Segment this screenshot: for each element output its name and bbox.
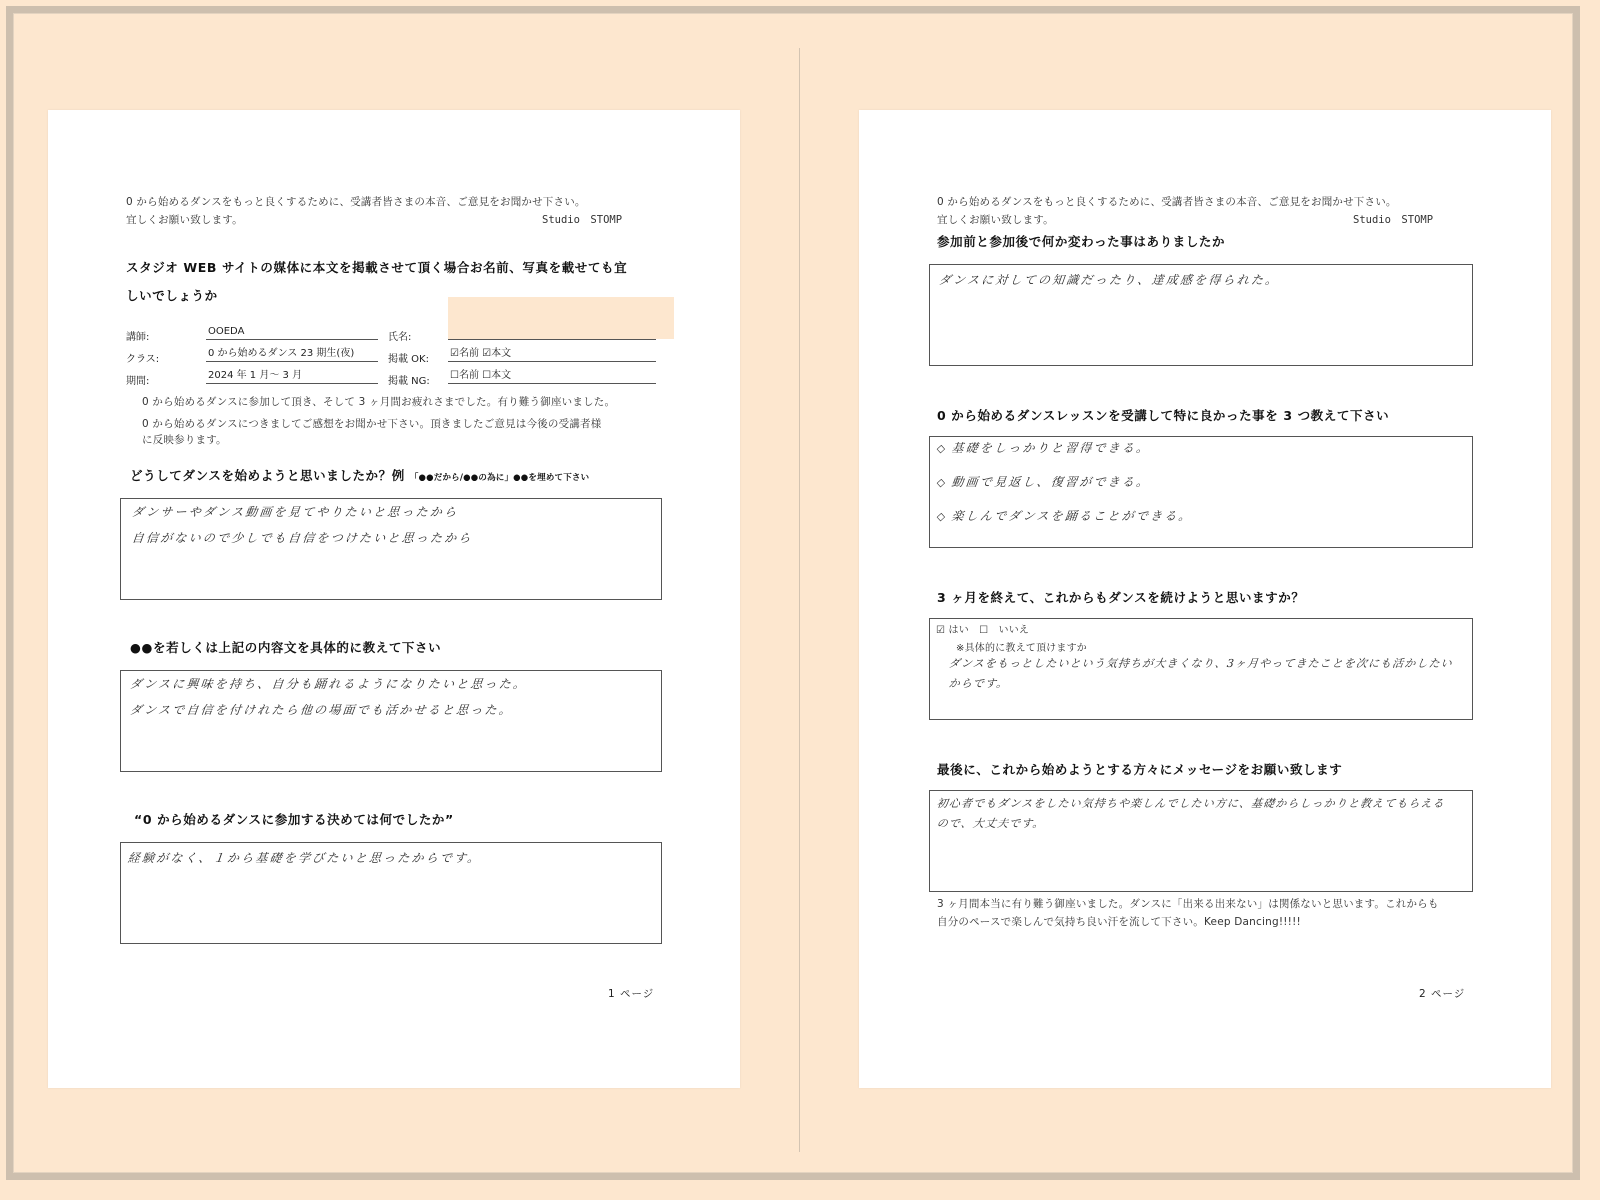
q2-answer-line-2: ダンスで自信を付けれたら他の場面でも活かせると思った。 — [129, 703, 514, 717]
q1-hint: 「●●だから/●●の為に」●●を埋めて下さい — [409, 473, 590, 483]
q1-answer-box — [120, 498, 662, 600]
q1-answer-line-1: ダンサーやダンス動画を見てやりたいと思ったから — [131, 505, 460, 519]
survey-page-1 — [48, 110, 740, 1088]
period-label: 期間: — [126, 376, 150, 387]
page-number-1: 1 ページ — [608, 988, 655, 1000]
period-value: 2024 年 1 月～ 3 月 — [206, 370, 378, 384]
q5-title: 0 から始めるダンスレッスンを受講して特に良かった事を 3 つ教えて下さい — [937, 408, 1390, 423]
q5-item-2-text: 動画で見返し、復習ができる。 — [950, 475, 1152, 489]
ng-value: ☐名前 ☐本文 — [448, 370, 656, 384]
diamond-bullet-icon: ◇ — [936, 442, 949, 455]
q5-item-1 — [936, 439, 1151, 456]
studio-name: Studio STOMP — [542, 214, 623, 226]
class-value: 0 から始めるダンス 23 期生(夜) — [206, 348, 378, 362]
q3-answer-box — [120, 842, 662, 944]
studio-name-p2: Studio STOMP — [1353, 214, 1434, 226]
q6-options: ☑ はい ☐ いいえ — [936, 625, 1030, 636]
intro-line-2: 宜しくお願い致します。 — [126, 214, 243, 226]
q5-item-1-text: 基礎をしっかりと習得できる。 — [950, 441, 1152, 455]
name-label: 氏名: — [388, 332, 412, 343]
intro-line-2-p2: 宜しくお願い致します。 — [937, 214, 1054, 226]
q7-answer-line-2: ので、大丈夫です。 — [936, 817, 1046, 830]
q2-answer-box — [120, 670, 662, 772]
q5-item-3-text: 楽しんでダンスを踊ることができる。 — [950, 509, 1194, 523]
thanks-line-1: 0 から始めるダンスに参加して頂き、そして 3 ヶ月間お疲れさまでした。有り難う御座いました。 — [142, 396, 616, 408]
q5-item-3 — [936, 507, 1194, 524]
intro-line-1-p2: 0 から始めるダンスをもっと良くするために、受講者皆さまの本音、ご意見をお聞かせ下さい。 — [937, 196, 1397, 208]
q3-title: “0 から始めるダンスに参加する決めては何でしたか” — [134, 812, 454, 827]
instructor-value: OOEDA — [206, 326, 378, 340]
redacted-name — [448, 297, 674, 339]
q7-answer-box — [929, 790, 1473, 892]
q6-answer-box — [929, 618, 1473, 720]
instructor-label: 講師: — [126, 332, 150, 343]
q5-item-2 — [936, 473, 1151, 490]
closing-line-1: 3 ヶ月間本当に有り難う御座いました。ダンスに「出来る出来ない」は関係ないと思います。これからも — [937, 898, 1439, 910]
page-number-2: 2 ページ — [1419, 988, 1466, 1000]
consent-question-line-1: スタジオ WEB サイトの媒体に本文を掲載させて頂く場合お名前、写真を載せても宜 — [126, 260, 628, 275]
q1-title — [130, 466, 589, 484]
q6-note: ※具体的に教えて頂けますか — [956, 643, 1087, 654]
q2-answer-line-1: ダンスに興味を持ち、自分も踊れるようになりたいと思った。 — [129, 677, 528, 691]
q7-title: 最後に、これから始めようとする方々にメッセージをお願い致します — [937, 762, 1343, 777]
q5-answer-box — [929, 436, 1473, 548]
q4-answer-box — [929, 264, 1473, 366]
intro-line-1: 0 から始めるダンスをもっと良くするために、受講者皆さまの本音、ご意見をお聞かせ下さい。 — [126, 196, 586, 208]
diamond-bullet-icon: ◇ — [936, 476, 949, 489]
q3-answer-line-1: 経験がなく、１から基礎を学びたいと思ったからです。 — [127, 851, 483, 865]
closing-line-2: 自分のペースで楽しんで気持ち良い汗を流して下さい。Keep Dancing!!!!! — [937, 916, 1301, 928]
q6-title: 3 ヶ月を終えて、これからもダンスを続けようと思いますか？ — [937, 590, 1305, 605]
q1-answer-line-2: 自信がないので少しでも自信をつけたいと思ったから — [131, 531, 474, 545]
class-label: クラス: — [126, 354, 160, 365]
ng-label: 掲載 NG: — [388, 376, 430, 387]
q6-answer-line-2: からです。 — [948, 677, 1009, 690]
consent-question-line-2: しいでしょうか — [126, 288, 218, 303]
q4-title: 参加前と参加後で何か変わった事はありましたか — [937, 234, 1226, 249]
q4-answer-line-1: ダンスに対しての知識だったり、達成感を得られた。 — [938, 273, 1281, 287]
thanks-line-2: 0 から始めるダンスにつきましてご感想をお聞かせ下さい。頂きましたご意見は今後の受講者様 — [142, 418, 602, 430]
q1-title-text: どうしてダンスを始めようと思いましたか？例 — [130, 468, 405, 483]
ok-label: 掲載 OK: — [388, 354, 429, 365]
q7-answer-line-1: 初心者でもダンスをしたい気持ちや楽しんでしたい方に、基礎からしっかりと教えてもらえる — [936, 797, 1446, 810]
page-divider — [799, 48, 800, 1152]
ok-value: ☑名前 ☑本文 — [448, 348, 656, 362]
thanks-line-3: に反映参ります。 — [142, 434, 227, 446]
q2-title: ●●を若しくは上記の内容文を具体的に教えて下さい — [130, 640, 442, 655]
diamond-bullet-icon: ◇ — [936, 510, 949, 523]
survey-page-2 — [859, 110, 1551, 1088]
q6-answer-line-1: ダンスをもっとしたいという気持ちが大きくなり、3ヶ月やってきたことを次にも活かしたい — [948, 657, 1454, 670]
